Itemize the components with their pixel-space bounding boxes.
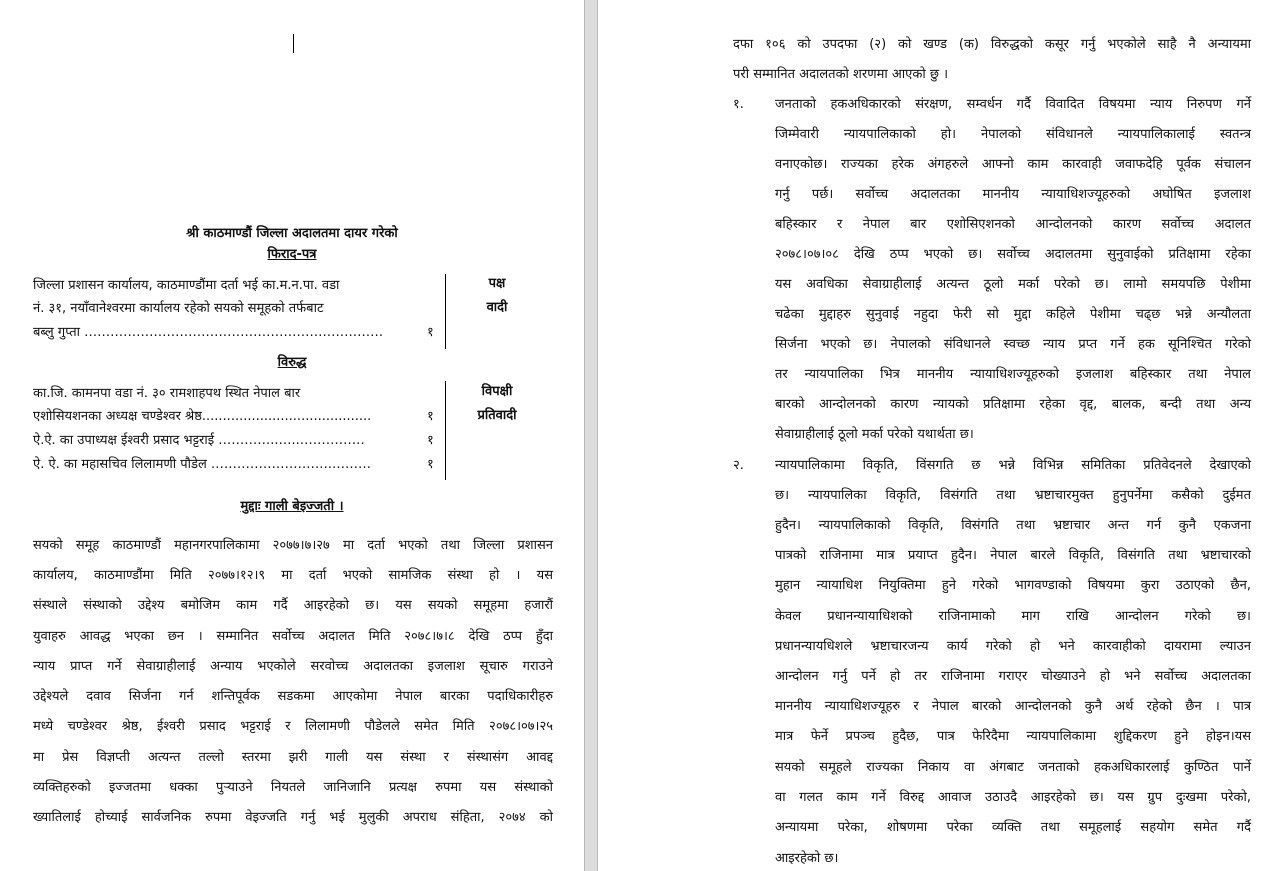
item-line: आइरहेको छ। xyxy=(775,851,839,866)
paragraph-line: मा प्रेस विज्ञप्ती अत्यन्त तल्लो स्तरमा झरी गाली यस संस्था र संस्थासंग आवद्द xyxy=(33,750,553,765)
paragraph-line: सयको समूह काठमाण्डौं महानगरपालिकामा २०७७।७।२७ मा दर्ता भएको तथा जिल्ला प्रशासन xyxy=(33,538,553,553)
defendant-line: एशोसियशनका अध्यक्ष चण्डेश्वर श्रेष्ठ......................................... xyxy=(33,409,372,424)
paragraph-line: संस्थाले संस्थाको उद्देश्य बमोजिम काम गर्दै आइरहेको छ। यस सयको समूहमा हजारौं xyxy=(33,598,553,613)
item-line: आन्दोलन गर्नु पर्ने हो तर राजिनामा गराएर चोख्याउने हो भने सर्वोच्च अदालतका xyxy=(775,669,1251,684)
paragraph-line: परी सम्मानित अदालतको शरणमा आएको छु । xyxy=(733,67,949,82)
paragraph-line: उद्देश्यले दवाव सिर्जना गर्न शन्तिपूर्वक सडकमा आएकोमा नेपाल बारका पदाधिकारीहरु xyxy=(33,689,553,704)
plaintiff-line: जिल्ला प्रशासन कार्यालय, काठमाण्डौंमा दर्ता भई का.म.न.पा. वडा xyxy=(33,278,340,293)
case-subject: मुद्दाः गाली बेइज्जती । xyxy=(240,499,344,514)
item-line: तर न्यायपालिका भित्र माननीय न्यायाधिशज्यूहरुको इजलाश बहिस्कार तथा नेपाल xyxy=(775,367,1251,382)
paragraph-line: ख्यातिलाई होच्याई सार्वजनिक रुपमा वेइज्जति गर्नु भई मुलुकी अपराध संहिता, २०७४ को xyxy=(33,810,553,825)
defendant-line: का.जि. कामनपा वडा नं. ३० रामशाहपथ स्थित नेपाल बार xyxy=(33,386,301,401)
item-line: सयको समूहले राज्यका निकाय वा अंगबाट जनताको हकअधिकारलाई कुण्ठित पार्ने xyxy=(775,760,1251,775)
page-gutter xyxy=(584,0,598,871)
defendant-count: १ xyxy=(427,433,434,448)
item-line: सिर्जना भएको छ। नेपालको संविधानले स्वच्छ न्याय प्रप्त गर्ने हक सूनिश्चित गरेको xyxy=(775,337,1251,352)
item-line: छ। न्यायपालिका विकृति, विसंगति तथा भ्रष्टाचारमुक्त हुनुपर्नेमा कसैको दुईमत xyxy=(775,488,1251,503)
item-line: जनताको हकअधिकारको संरक्षण, सम्वर्धन गर्दै विवादित विषयमा न्याय निरुपण गर्ने xyxy=(775,97,1251,112)
paragraph-line: न्याय प्राप्त गर्ने सेवाग्राहीलाई अन्याय भएकोले सरवोच्च अदालतका इजलाश सूचारु गराउने xyxy=(33,659,553,674)
item-line: अन्यायमा परेका, शोषणमा परेका व्यक्ति तथा समूहलाई सहयोग समेत गर्दै xyxy=(775,820,1251,835)
paragraph-line: व्यक्तिहरुको इज्जतमा धक्का पुर्‍याउने नियतले जानिजानि प्रत्यक्ष रुपमा यस संस्थाको xyxy=(33,780,553,795)
item-line: २०७८।०७।०८ देखि ठप्प भएको छ। सर्वोच्च अदालतमा सुनुवाईको प्रतिक्षामा रहेका xyxy=(775,247,1251,262)
item-line: माननीय न्यायाधिशज्यूहरु र नेपाल बारको आन्दोलनको कुनै अर्थ रहेको छैन । पात्र xyxy=(775,699,1251,714)
text-cursor xyxy=(293,34,294,53)
item-line: मात्र फेर्ने प्रपञ्च हुदैछ, पात्र फेरिदैमा न्यायपालिकामा शुद्दिकरण हुने होइन।यस xyxy=(775,729,1251,744)
item-line: मुहान न्यायाधिश नियुक्तिमा हुने गरेको भागवण्डाको विषयमा कुरा उठाएको छैन, xyxy=(775,578,1251,593)
item-line: प्रधानन्यायधिशले भ्रष्टाचारजन्य कार्य गरेको हो भने कारवाहीको दायरामा ल्याउन xyxy=(775,639,1251,654)
item-line: बारको आन्दोलनको कारण न्यायको प्रतिक्षामा रहेका वृद्द, बालक, बन्दी तथा अन्य xyxy=(775,397,1251,412)
item-number: २. xyxy=(733,458,744,473)
defendant-line: ऐ. ऐ. का महासचिव लिलामणी पौडेल ……………………….……… xyxy=(33,457,372,472)
item-line: जिम्मेवारी न्यायपालिकाको हो। नेपालको संविधानले न्यायपालिकालाई स्वतन्त्र xyxy=(775,127,1251,142)
defendant-line: ऐ.ऐ. का उपाध्यक्ष ईश्वरी प्रसाद भट्टराई …………..…..…………… xyxy=(33,433,365,448)
item-line: केवल प्रधानन्यायाधिशको राजिनामाको माग राखि आन्दोलन गरेको छ। xyxy=(775,609,1251,624)
defendant-count: १ xyxy=(427,457,434,472)
item-number: १. xyxy=(733,97,744,112)
item-line: यस अवधिका सेवाग्राहीलाई अत्यन्त ठूलो मर्का परेको छ। लामो समयपछि पेशीमा xyxy=(775,277,1251,292)
plaintiff-line: नं. ३१, नयाँवानेश्वरमा कार्यालय रहेको सयको समूहको तर्फबाट xyxy=(33,301,324,316)
document-page-left[interactable] xyxy=(0,0,584,871)
item-line: वा गलत काम गर्ने विरुद्द आवाज उठाउदै आइरहेको छ। यस ग्रुप दुःखमा परेको, xyxy=(775,790,1251,805)
defendant-count: १ xyxy=(427,409,434,424)
paragraph-line: युवाहरु आवद्ध भएका छन । सम्मानित सर्वोच्च अदालत मिति २०७८।७।८ देखि ठप्प हुँदा xyxy=(33,629,553,644)
item-line: पात्रको राजिनामा मात्र प्रयाप्त हुदैन। नेपाल बारले विकृति, विसंगति तथा भ्रष्टाचारको xyxy=(775,548,1251,563)
plaintiff-side-label: पक्ष xyxy=(488,276,506,291)
document-heading: श्री काठमाण्डौं जिल्ला अदालतमा दायर गरेको xyxy=(186,226,398,241)
plaintiff-role-label: वादी xyxy=(486,300,508,315)
item-line: गर्नु पर्छ। सर्वोच्च अदालतका माननीय न्यायाधिशज्यूहरुको अघोषित इजलाश xyxy=(775,187,1251,202)
item-line: न्यायपालिकामा विकृति, विंसगति छ भन्ने विभिन्न समितिका प्रतिवेदनले देखाएको xyxy=(775,458,1251,473)
item-line: चढेका मुद्दाहरु सुनुवाई नहुदा फेरी सो मुद्दा कहिले पेशीमा चढ्छ भन्ने अन्यौलता xyxy=(775,307,1251,322)
paragraph-line: मध्ये चण्डेश्वर श्रेष्ठ, ईश्वरी प्रसाद भट्टराई र लिलामणी पौडेलले समेत मिति २०७८।०७।२५ xyxy=(33,719,553,734)
paragraph-line: दफा १०६ को उपदफा (२) को खण्ड (क) विरुद्धको कसूर गर्नु भएकोले साहै नै अन्यायमा xyxy=(733,37,1251,52)
item-line: बहिस्कार र नेपाल बार एशोसिएशनको आन्दोलनको कारण सर्वोच्च अदालत xyxy=(775,217,1251,232)
paragraph-line: कार्यालय, काठमाण्डौंमा मिति २०७७।१२।९ मा दर्ता भएको सामजिक संस्था हो । यस xyxy=(33,568,553,583)
document-subheading: फिराद-पत्र xyxy=(267,247,317,262)
defendant-side-label: विपक्षी xyxy=(481,384,513,399)
item-line: हुदैन। न्यायपालिकाको विकृति, विसंगति तथा भ्रष्टाचार अन्त गर्न कुनै एकजना xyxy=(775,518,1251,533)
versus-label: विरुद्ध xyxy=(277,355,307,370)
item-line: सेवाग्राहीलाई ठूलो मर्का परेको यथार्थता छ। xyxy=(775,427,974,442)
plaintiff-line: बब्लु गुप्ता …………………………………………………………… xyxy=(33,325,384,340)
plaintiff-count: १ xyxy=(427,325,434,340)
item-line: वनाएकोछ। राज्यका हरेक अंगहरुले आफ्नो काम कारवाही जवाफदेहि पूर्वक संचालन xyxy=(775,157,1251,172)
defendant-role-label: प्रतिवादी xyxy=(477,408,517,423)
document-page-right[interactable] xyxy=(598,0,1279,871)
